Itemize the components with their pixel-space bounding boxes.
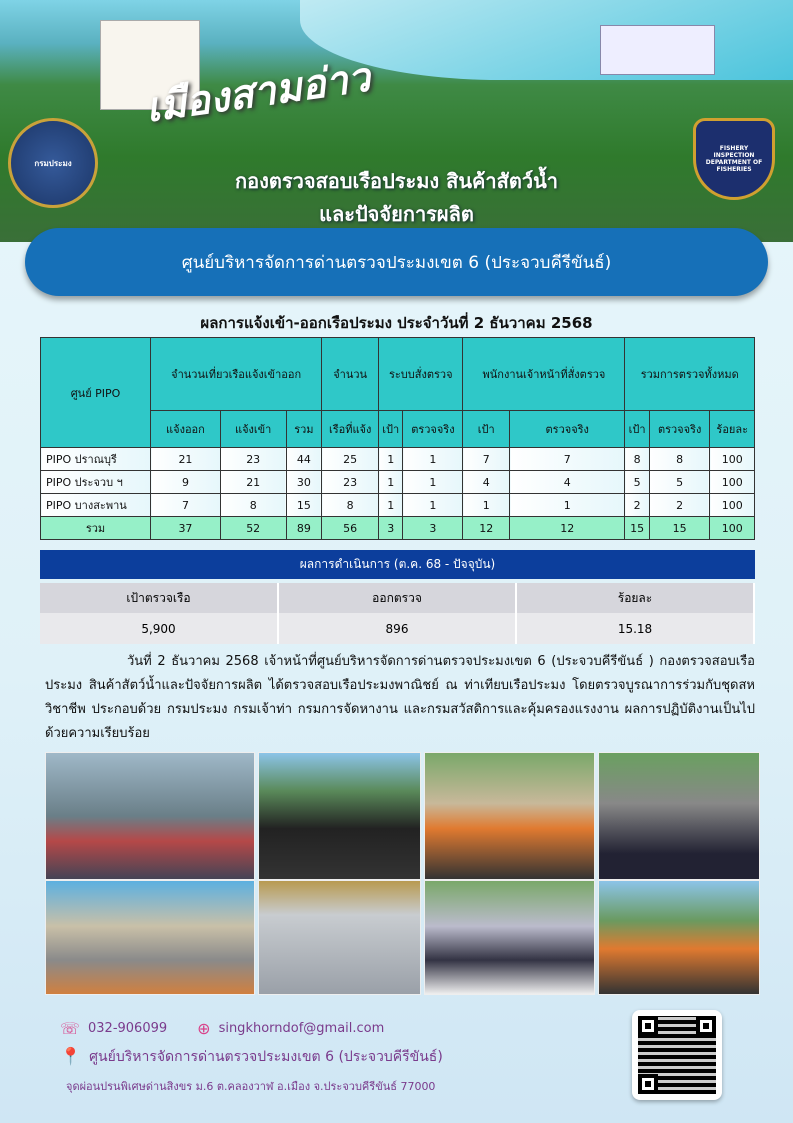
header-officer: พนักงานเจ้าหน้าที่สั่งตรวจ	[463, 338, 625, 411]
table-cell: 5	[625, 471, 649, 494]
phone-number[interactable]: 032-906099	[88, 1021, 168, 1036]
contact-row	[60, 1019, 384, 1038]
table-cell: 44	[286, 448, 322, 471]
subheader-cell: ตรวจจริง	[403, 411, 463, 448]
table-cell: 56	[322, 517, 379, 540]
summary-value: 896	[278, 613, 516, 644]
table-cell: 21	[220, 471, 286, 494]
footer-address: จุดผ่อนปรนพิเศษด่านสิงขร ม.6 ต.คลองวาฬ อ.เมือง จ.ประจวบคีรีขันธ์ 77000	[66, 1080, 436, 1093]
pipo-report-table	[40, 337, 755, 540]
header-banner	[0, 0, 793, 242]
table-cell: 15	[286, 494, 322, 517]
table-cell: 2	[625, 494, 649, 517]
org-row	[60, 1046, 443, 1068]
qr-finder	[696, 1016, 716, 1036]
table-cell: 8	[649, 448, 710, 471]
table-cell: 25	[322, 448, 379, 471]
phone-icon: ☏	[60, 1019, 81, 1038]
qr-finder	[638, 1016, 658, 1036]
row-label: PIPO ปราณบุรี	[41, 448, 151, 471]
building-image	[600, 25, 715, 75]
table-cell: 30	[286, 471, 322, 494]
row-label: PIPO บางสะพาน	[41, 494, 151, 517]
header-trips: จำนวนเที่ยวเรือแจ้งเข้าออก	[151, 338, 322, 411]
center-name-banner	[25, 228, 768, 296]
table-cell: 3	[379, 517, 403, 540]
table-cell: 8	[625, 448, 649, 471]
boat-inspection-photo	[45, 752, 255, 880]
row-label: PIPO ประจวบ ฯ	[41, 471, 151, 494]
crew-check-photo	[598, 880, 760, 995]
table-cell: 100	[710, 494, 755, 517]
footer-org-name: ศูนย์บริหารจัดการด่านตรวจประมงเขต 6 (ประจวบคีรีขันธ์)	[89, 1049, 443, 1065]
table-cell: 15	[625, 517, 649, 540]
total-row	[41, 517, 755, 540]
logo-right-text: FISHERY INSPECTION DEPARTMENT OF FISHERIES	[705, 145, 763, 173]
table-cell: 89	[286, 517, 322, 540]
header-count: จำนวน	[322, 338, 379, 411]
banner-script: เมืองสามอ่าว	[143, 54, 374, 132]
subheader-cell: แจ้งออก	[151, 411, 221, 448]
division-title-line2: และปัจจัยการผลิต	[319, 202, 474, 226]
table-row	[41, 448, 755, 471]
table-cell: 1	[403, 494, 463, 517]
summary-header: เป้าตรวจเรือ	[40, 583, 278, 613]
table-cell: 52	[220, 517, 286, 540]
table-title: ผลการแจ้งเข้า-ออกเรือประมง ประจำวันที่ 2 ธันวาคม 2568	[200, 314, 593, 332]
qr-finder	[638, 1074, 658, 1094]
table-cell: 2	[649, 494, 710, 517]
sea-image	[300, 0, 793, 80]
table-cell: 100	[710, 448, 755, 471]
row-label: รวม	[41, 517, 151, 540]
summary-title: ผลการดำเนินการ (ต.ค. 68 - ปัจจุบัน)	[299, 557, 496, 571]
table-cell: 8	[220, 494, 286, 517]
summary-title-bar	[40, 550, 755, 579]
subheader-cell: เป้า	[463, 411, 510, 448]
table-cell: 100	[710, 471, 755, 494]
table-cell: 1	[510, 494, 625, 517]
table-cell: 5	[649, 471, 710, 494]
qr-code[interactable]	[632, 1010, 722, 1100]
subheader-cell: ตรวจจริง	[510, 411, 625, 448]
summary-table	[40, 583, 755, 644]
subheader-cell: เป้า	[625, 411, 649, 448]
address-row	[66, 1077, 435, 1095]
table-cell: 1	[403, 448, 463, 471]
table-cell: 1	[463, 494, 510, 517]
table-cell: 1	[379, 494, 403, 517]
division-title-line1: กองตรวจสอบเรือประมง สินค้าสัตว์น้ำ	[235, 169, 558, 193]
table-cell: 15	[649, 517, 710, 540]
table-cell: 1	[403, 471, 463, 494]
table-cell: 8	[322, 494, 379, 517]
summary-value: 5,900	[40, 613, 278, 644]
summary-header: ออกตรวจ	[278, 583, 516, 613]
report-paragraph: วันที่ 2 ธันวาคม 2568 เจ้าหน้าที่ศูนย์บริหารจัดการด่านตรวจประมงเขต 6 (ประจวบคีรีขันธ์ ) กองตรวจสอบเรือประมง สินค้าสัตว์น้ำและปัจจัยการผลิต ได้ตรวจสอบเรือประมงพาณิชย์ ณ ท่าเทียบเรือประมง โดยตรวจบูรณาการร่วมกับชุดสหวิชาชีพ ประกอบด้วย กรมประมง กรมเจ้าท่า กรมการจัดหางาน และกรมสวัสดิการและคุ้มครองแรงงาน ผลการปฏิบัติงานเป็นไปด้วยความเรียบร้อย	[45, 654, 755, 741]
table-cell: 4	[510, 471, 625, 494]
location-pin-icon: 📍	[60, 1047, 82, 1067]
header-total-inspection: รวมการตรวจทั้งหมด	[625, 338, 755, 411]
subheader-cell: ตรวจจริง	[649, 411, 710, 448]
table-cell: 21	[151, 448, 221, 471]
paperwork-photo	[424, 880, 595, 995]
table-cell: 3	[403, 517, 463, 540]
qr-pattern	[638, 1016, 716, 1094]
table-cell: 1	[379, 448, 403, 471]
fish-catch-photo	[45, 880, 255, 995]
table-row	[41, 494, 755, 517]
center-name: ศูนย์บริหารจัดการด่านตรวจประมงเขต 6 (ประจวบคีรีขันธ์)	[181, 252, 612, 273]
subheader-cell: เป้า	[379, 411, 403, 448]
document-check-photo	[424, 752, 595, 880]
subheader-cell: แจ้งเข้า	[220, 411, 286, 448]
table-cell: 12	[463, 517, 510, 540]
table-cell: 4	[463, 471, 510, 494]
subheader-cell: รวม	[286, 411, 322, 448]
email-address[interactable]: singkhorndof@gmail.com	[218, 1021, 385, 1036]
table-cell: 7	[463, 448, 510, 471]
logo-left-text: กรมประมง	[34, 158, 72, 168]
table-cell: 37	[151, 517, 221, 540]
table-cell: 7	[151, 494, 221, 517]
table-cell: 23	[322, 471, 379, 494]
subheader-cell: เรือที่แจ้ง	[322, 411, 379, 448]
summary-value: 15.18	[516, 613, 754, 644]
officers-photo	[258, 752, 421, 880]
subheader-cell: ร้อยละ	[710, 411, 755, 448]
fish-pile-photo	[258, 880, 421, 995]
summary-header: ร้อยละ	[516, 583, 754, 613]
table-cell: 1	[379, 471, 403, 494]
header-system: ระบบสั่งตรวจ	[379, 338, 463, 411]
table-cell: 12	[510, 517, 625, 540]
globe-icon: ⊕	[197, 1019, 211, 1038]
table-cell: 7	[510, 448, 625, 471]
truck-inspection-photo	[598, 752, 760, 880]
table-row	[41, 471, 755, 494]
header-center: ศูนย์ PIPO	[41, 338, 151, 448]
table-cell: 9	[151, 471, 221, 494]
table-cell: 100	[710, 517, 755, 540]
table-cell: 23	[220, 448, 286, 471]
